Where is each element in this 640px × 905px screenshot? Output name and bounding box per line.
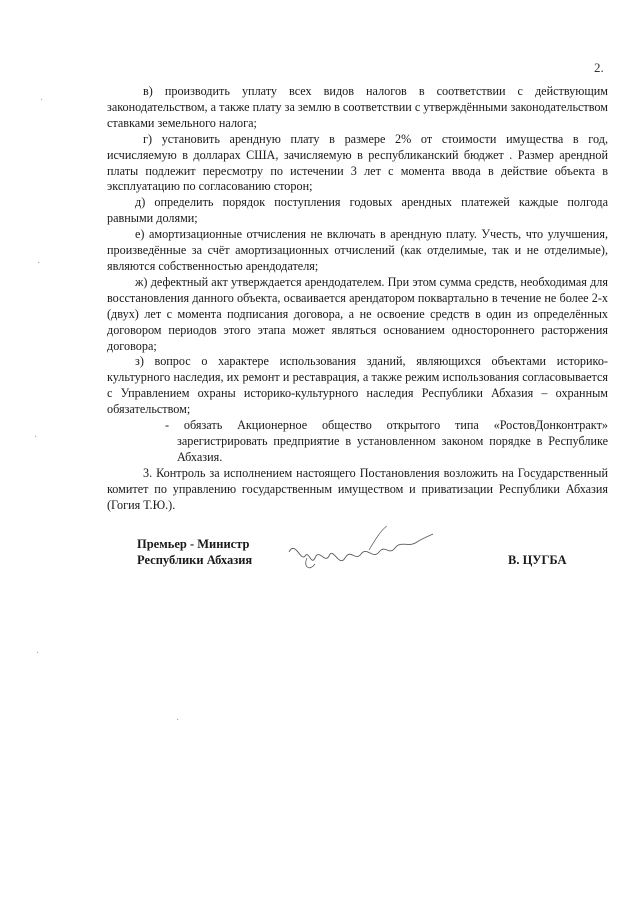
paragraph-3-control: 3. Контроль за исполнением настоящего Постановления возложить на Государственный комитет по управлению государственным имуществом и приватизации Республики Абхазия (Гогия Т.Ю.). <box>107 465 608 512</box>
paragraph-v: в) производить уплату всех видов налогов в соответствии с действующим законодательством, а также плату за землю в соответствии с утверждёнными законодательством ставками земельного налога; <box>107 84 608 130</box>
paragraph-e: е) амортизационные отчисления не включать в арендную плату. Учесть, что улучшения, произведённые за счёт амортизационных отчислений (как отделимые, так и не отделимые), являются собственностью арендодателя; <box>107 227 608 273</box>
paragraph-d: д) определить порядок поступления годовых арендных платежей каждые полгода равными долями; <box>107 195 608 226</box>
scan-speck: · <box>34 432 38 443</box>
scan-speck: · <box>36 648 40 659</box>
signatory-title-line-2: Республики Абхазия <box>137 553 253 567</box>
document-body <box>107 84 608 513</box>
paragraph-z: з) вопрос о характере использования зданий, являющихся объектами историко-культурного наследия, их ремонт и реставрация, а также режим использования согласовывается с Управлением охраны историко-культурного наследия Республики Абхазия – охранным обязательством; <box>107 354 608 417</box>
signatory-title-line-1: Премьер - Министр <box>137 537 250 551</box>
scan-speck: · <box>176 715 180 726</box>
paragraph-zh: ж) дефектный акт утверждается арендодателем. При этом сумма средств, необходимая для восстановления данного объекта, осваивается арендатором поквартально в течение не более 2-х (двух) лет с момента подписания договора, а не освоение средств в один из определённых договором периодов этого этапа может являться основанием одностороннего расторжения договора; <box>107 274 608 353</box>
scan-speck: · <box>37 258 41 269</box>
bullet-rostov: - обязать Акционерное общество открытого типа «РостовДонконтракт» зарегистрировать предприятие в установленном законом порядке в Республике Абхазия. <box>165 418 608 464</box>
scan-speck: · <box>40 95 44 106</box>
page-number: 2. <box>594 60 604 75</box>
signatory-name: В. ЦУГБА <box>508 553 567 567</box>
signatory-title <box>137 536 252 568</box>
handwritten-signature <box>285 522 435 574</box>
paragraph-g: г) установить арендную плату в размере 2% от стоимости имущества в год, исчисляемую в долларах США, зачисляемую в республиканский бюджет . Размер арендной платы подлежит пересмотру по истечении 3 лет с момента ввода в действие объекта в эксплуатацию по согласованию сторон; <box>107 131 608 194</box>
